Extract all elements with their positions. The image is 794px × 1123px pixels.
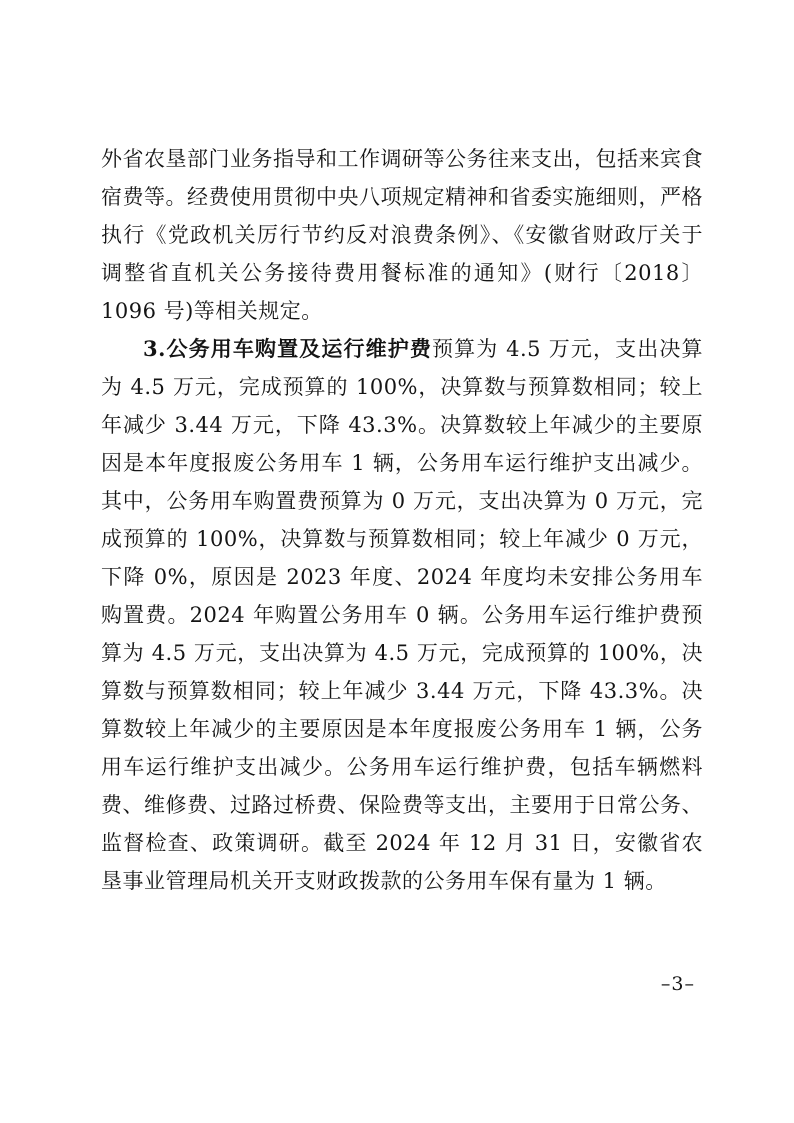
document-body bbox=[101, 140, 703, 900]
page-number: –3– bbox=[660, 973, 695, 995]
paragraph-continuation: 外省农垦部门业务指导和工作调研等公务往来支出，包括来宾食宿费等。经费使用贯彻中央八项规定精神和省委实施细则，严格执行《党政机关厉行节约反对浪费条例》、《安徽省财政厅关于调整省直机关公务接待费用餐标准的通知》(财行〔2018〕1096 号)等相关规定。 bbox=[101, 147, 703, 323]
paragraph-body-text: 预算为 4.5 万元，支出决算为 4.5 万元，完成预算的 100%，决算数与预算数相同；较上年减少 3.44 万元，下降 43.3%。决算数较上年减少的主要原因是本年度报废公务用车 1 辆，公务用车运行维护支出减少。其中，公务用车购置费预算为 0 万元，支出决算为 0 万元，完成预算的 100%，决算数与预算数相同；较上年减少 0 万元，下降 0%，原因是 2023 年度、2024 年度均未安排公务用车购置费。2024 年购置公务用车 0 辆。公务用车运行维护费预算为 4.5 万元，支出决算为 4.5 万元，完成预算的 100%，决算数与预算数相同；较上年减少 3.44 万元，下降 43.3%。决算数较上年减少的主要原因是本年度报废公务用车 1 辆，公务用车运行维护支出减少。公务用车运行维护费，包括车辆燃料费、维修费、过路过桥费、保险费等支出，主要用于日常公务、监督检查、政策调研。截至 2024 年 12 月 31 日，安徽省农垦事业管理局机关开支财政拨款的公务用车保有量为 1 辆。 bbox=[101, 337, 704, 893]
paragraph-vehicle-expenses bbox=[101, 330, 703, 900]
paragraph-heading-bold: 3.公务用车购置及运行维护费 bbox=[143, 336, 432, 361]
